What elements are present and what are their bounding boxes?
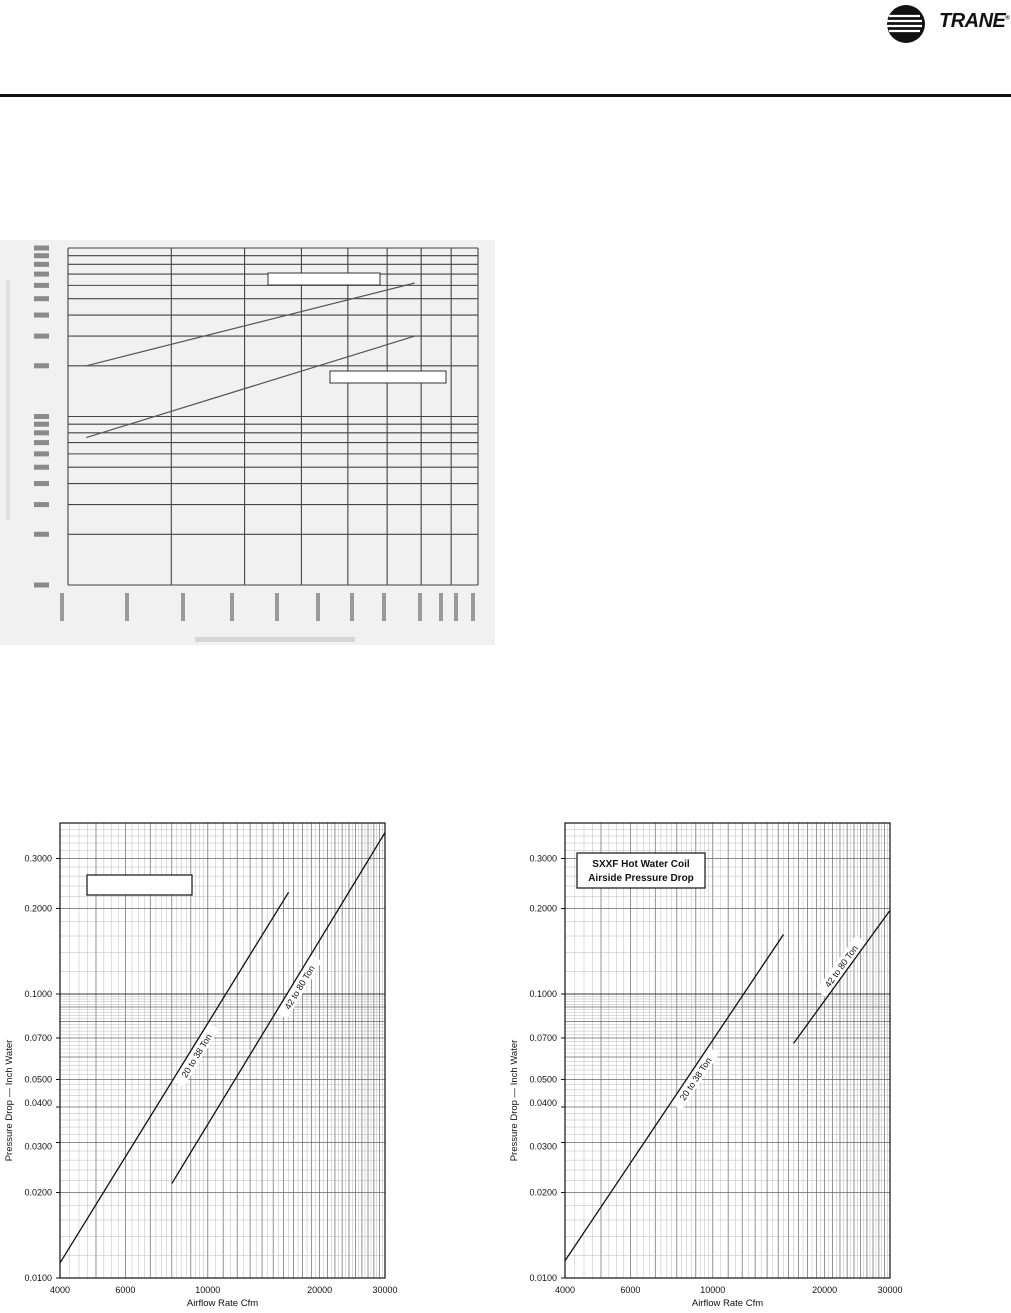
faded-tick-label	[60, 593, 64, 621]
faded-tick-label	[34, 532, 49, 537]
faded-tick-label	[34, 430, 49, 435]
x-tick-label: 20000	[812, 1285, 838, 1295]
faded-tick-label	[34, 272, 49, 277]
y-axis-label: Pressure Drop — Inch Water	[4, 1039, 15, 1162]
x-tick-label: 20000	[307, 1285, 333, 1295]
y-tick-label: 0.0100	[529, 1273, 557, 1283]
faded-tick-label	[34, 283, 49, 288]
faded-tick-label	[454, 593, 458, 621]
faded-tick-label	[316, 593, 320, 621]
faded-pressure-drop-chart	[0, 240, 495, 645]
faded-tick-label	[34, 422, 49, 427]
faded-tick-label	[418, 593, 422, 621]
faded-tick-label	[34, 262, 49, 267]
x-tick-label: 10000	[700, 1285, 726, 1295]
faded-tick-label	[34, 313, 49, 318]
y-tick-label: 0.0300	[529, 1141, 557, 1152]
y-tick-label: 0.3000	[529, 853, 557, 864]
chart-title-box	[87, 875, 192, 895]
x-axis-label: Airflow Rate Cfm	[186, 1298, 259, 1309]
chart-title: SXXF Hot Water Coil	[592, 859, 690, 870]
faded-tick-label	[439, 593, 443, 621]
faded-tick-label	[34, 451, 49, 456]
series-label: 42 to 80 Ton	[822, 943, 860, 990]
x-tick-label: 10000	[195, 1285, 221, 1295]
faded-tick-label	[34, 481, 49, 486]
y-tick-label: 0.2000	[529, 903, 557, 914]
series-label: 20 to 38 Ton	[677, 1055, 714, 1103]
y-tick-label: 0.0400	[24, 1098, 52, 1109]
faded-tick-label	[471, 593, 475, 621]
chart-subtitle: Airside Pressure Drop	[588, 873, 694, 884]
y-tick-label: 0.0300	[24, 1141, 52, 1152]
faded-tick-label	[34, 502, 49, 507]
faded-tick-label	[34, 363, 49, 368]
series-line	[794, 910, 890, 1043]
y-tick-label: 0.1000	[529, 988, 557, 999]
faded-tick-label	[275, 593, 279, 621]
faded-tick-label	[34, 440, 49, 445]
faded-tick-label	[382, 593, 386, 621]
faded-tick-label	[230, 593, 234, 621]
faded-tick-label	[350, 593, 354, 621]
y-tick-label: 0.3000	[24, 853, 52, 864]
x-tick-label: 4000	[554, 1285, 576, 1295]
pressure-drop-chart-left	[0, 815, 400, 1313]
y-tick-label: 0.0200	[529, 1187, 557, 1198]
series-label-box	[268, 273, 380, 285]
x-tick-label: 4000	[49, 1285, 71, 1295]
x-tick-label: 30000	[372, 1285, 398, 1295]
y-tick-label: 0.2000	[24, 903, 52, 914]
y-tick-label: 0.0200	[24, 1187, 52, 1198]
faded-tick-label	[125, 593, 129, 621]
hot-water-coil-chart	[505, 815, 905, 1313]
faded-tick-label	[34, 334, 49, 339]
y-tick-label: 0.0700	[529, 1032, 557, 1043]
faded-axis-label	[195, 637, 355, 642]
brand-name: TRANE®	[939, 10, 1010, 32]
x-axis-label: Airflow Rate Cfm	[691, 1298, 764, 1309]
series-line	[60, 892, 289, 1263]
faded-axis-label	[6, 280, 10, 520]
y-tick-label: 0.0500	[529, 1074, 557, 1085]
faded-tick-label	[34, 583, 49, 588]
x-tick-label: 30000	[877, 1285, 903, 1295]
faded-tick-label	[34, 246, 49, 251]
plot-frame	[565, 823, 890, 1278]
y-tick-label: 0.1000	[24, 988, 52, 999]
y-axis-label: Pressure Drop — Inch Water	[509, 1039, 520, 1162]
series-line	[565, 934, 783, 1260]
x-tick-label: 6000	[620, 1285, 641, 1295]
header-rule	[0, 94, 1011, 97]
y-tick-label: 0.0700	[24, 1032, 52, 1043]
x-tick-label: 6000	[115, 1285, 136, 1295]
faded-tick-label	[34, 296, 49, 301]
y-tick-label: 0.0400	[529, 1098, 557, 1109]
series-label: 20 to 38 Ton	[179, 1031, 214, 1080]
faded-tick-label	[34, 414, 49, 419]
y-tick-label: 0.0100	[24, 1273, 52, 1283]
y-tick-label: 0.0500	[24, 1074, 52, 1085]
series-label: 42 to 80 Ton	[282, 963, 317, 1012]
faded-tick-label	[34, 465, 49, 470]
faded-tick-label	[181, 593, 185, 621]
faded-tick-label	[34, 253, 49, 258]
series-label-box	[330, 371, 446, 383]
